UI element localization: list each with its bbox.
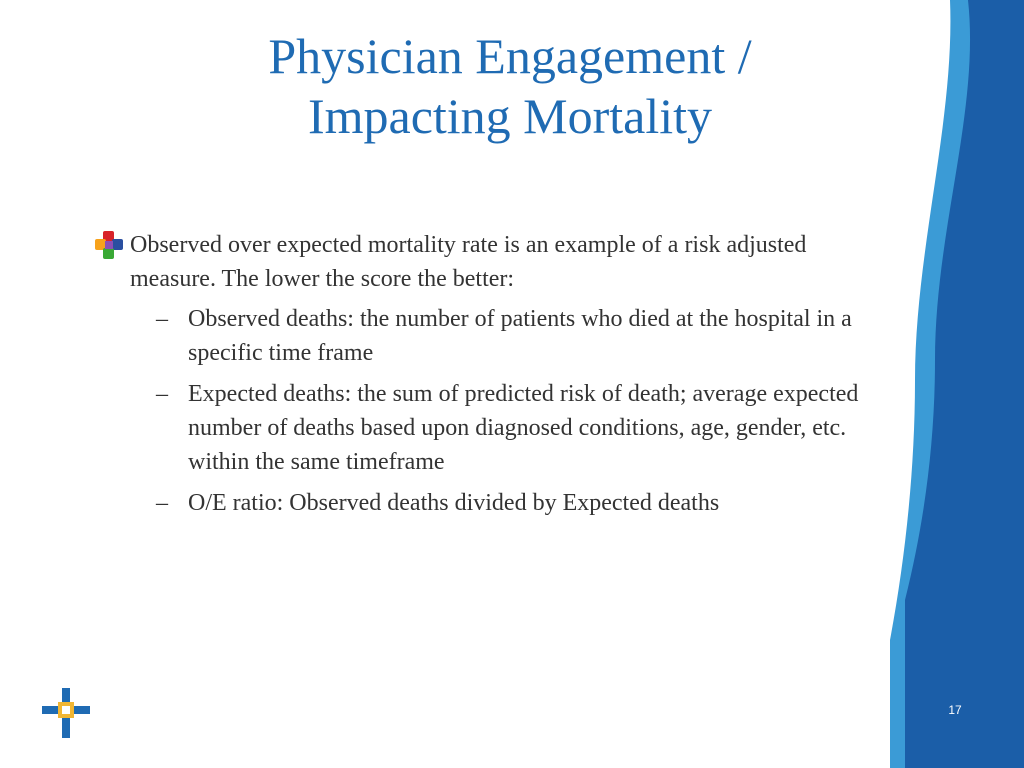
puzzle-icon xyxy=(94,230,124,260)
dash-marker: – xyxy=(156,490,168,516)
dash-marker: – xyxy=(156,381,168,407)
slide-title xyxy=(180,26,840,146)
title-line-2: Impacting Mortality xyxy=(307,88,713,144)
sub-bullet-text: O/E ratio: Observed deaths divided by Expected deaths xyxy=(188,490,720,516)
list-item xyxy=(94,302,894,370)
page-number: 17 xyxy=(948,703,962,717)
list-item xyxy=(94,377,894,479)
slide-content xyxy=(94,228,894,527)
dash-marker: – xyxy=(156,306,168,332)
sub-bullet-text: Expected deaths: the sum of predicted risk of death; average expected number of deaths based upon diagnosed conditions, age, gender, etc. within the same timeframe xyxy=(188,381,859,475)
sub-bullet-list xyxy=(94,302,894,520)
cross-logo-icon xyxy=(42,688,92,738)
title-line-1: Physician Engagement / xyxy=(268,28,752,84)
main-bullet xyxy=(94,228,894,296)
list-item xyxy=(94,486,894,520)
sub-bullet-text: Observed deaths: the number of patients who died at the hospital in a specific time frame xyxy=(188,306,852,366)
main-bullet-text: Observed over expected mortality rate is an example of a risk adjusted measure. The lower the score the better: xyxy=(130,232,807,292)
